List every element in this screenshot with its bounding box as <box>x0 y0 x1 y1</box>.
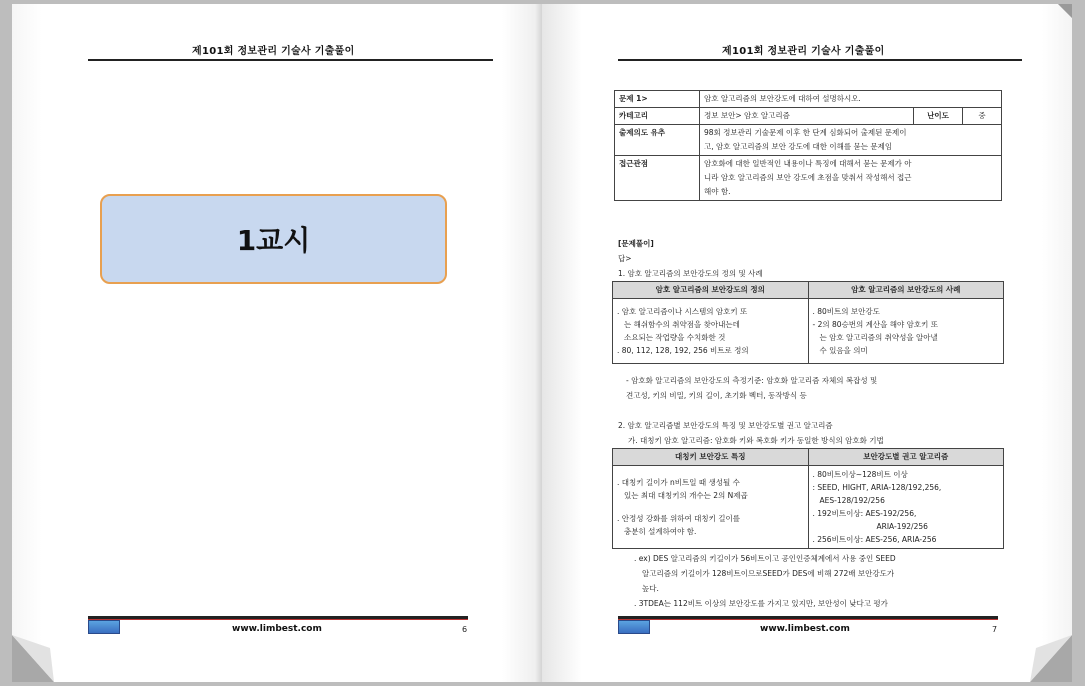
definition-col-header: 암호 알고리즘의 보안강도의 정의 <box>613 282 809 299</box>
page-header-title: 제101회 정보관리 기술사 기출풀이 <box>722 46 885 57</box>
footer-url: www.limbest.com <box>232 624 322 634</box>
note-1-line-1: - 암호화 알고리즘의 보안강도의 측정기준: 암호화 알고리즘 자체의 복잡성 및 <box>626 376 878 385</box>
section-1-title: 1. 암호 알고리즘의 보안강도의 정의 및 사례 <box>618 269 763 278</box>
session-title: 1교시 <box>236 224 311 257</box>
intent-text: 98회 정보관리 기술문제 이후 한 단계 심화되어 출제된 문제이 고, 암호 알고리즘의 보안 강도에 대한 이해를 묻는 문제임 <box>700 125 1002 156</box>
approach-text: 암호화에 대한 일반적인 내용이나 특징에 대해서 묻는 문제가 아 니라 암호 알고리즘의 보안 강도에 초점을 맞춰서 작성해서 접근 해야 함. <box>700 156 1002 201</box>
page-header-title: 제101회 정보관리 기술사 기출풀이 <box>192 46 355 57</box>
recommended-algo-cell: . 80비트이상~128비트 이상 : SEED, HIGHT, ARIA-128/192,256, AES-128/192/256 . 192비트이상: AES-192/256, ARIA-192/256 . 256비트이상: AES-256, ARIA-256 <box>808 466 1004 549</box>
recommended-algo-header: 보안강도별 권고 알고리즘 <box>808 449 1004 466</box>
symmetric-feature-header: 대칭키 보안강도 특징 <box>613 449 809 466</box>
note-2-line-4: . 3TDEA는 112비트 이상의 보안강도를 가지고 있지만, 보안성이 낮다고 평가 <box>634 599 888 608</box>
section-2-subtitle: 가. 대칭키 암호 알고리즘: 암호화 키와 복호화 키가 동일한 방식의 암호화 기법 <box>628 436 884 445</box>
approach-label: 접근관점 <box>615 156 700 201</box>
difficulty-value: 중 <box>963 108 1002 125</box>
example-col-header: 암호 알고리즘의 보안강도의 사례 <box>808 282 1004 299</box>
difficulty-label: 난이도 <box>914 108 963 125</box>
note-2-line-2: 알고리즘의 키길이가 128비트이므로SEED가 DES에 비해 272배 보안강도가 <box>642 569 895 578</box>
solution-heading: [문제풀이] <box>618 239 654 248</box>
footer-url: www.limbest.com <box>760 624 850 634</box>
intent-label: 출제의도 유추 <box>615 125 700 156</box>
note-1-line-2: 견고성, 키의 비밀, 키의 길이, 초기화 벡터, 동작방식 등 <box>626 391 807 400</box>
question-label: 문제 1> <box>615 91 700 108</box>
note-2-line-3: 높다. <box>642 584 659 593</box>
section-2-title: 2. 암호 알고리즘별 보안강도의 특징 및 보안강도별 권고 알고리즘 <box>618 421 833 430</box>
note-2-line-1: . ex) DES 알고리즘의 키길이가 56비트이고 공인인증체계에서 사용 중인 SEED <box>634 554 896 563</box>
page-number: 7 <box>992 625 998 634</box>
question-text: 암호 알고리즘의 보안강도에 대하여 설명하시오. <box>700 91 1002 108</box>
category-label: 카테고리 <box>615 108 700 125</box>
example-cell: . 80비트의 보안강도 - 2의 80승번의 계산을 해야 암호키 또 는 암호 알고리즘의 취약성을 알아낼 수 있음을 의미 <box>808 299 1004 364</box>
answer-label: 답> <box>618 254 632 263</box>
symmetric-feature-cell: . 대칭키 길이가 n비트일 때 생성될 수 있는 최대 대칭키의 개수는 2의 N제곱 . 안정성 강화를 위하여 대칭키 길이를 충분히 설계하여야 함. <box>613 466 809 549</box>
page-number: 6 <box>462 625 468 634</box>
definition-cell: . 암호 알고리즘이나 시스템의 암호키 또 는 해쉬함수의 취약점을 찾아내는데 소요되는 작업량을 수치화한 것 . 80, 112, 128, 192, 256 비트로 정의 <box>613 299 809 364</box>
category-value: 정보 보안> 암호 알고리즘 <box>700 108 914 125</box>
